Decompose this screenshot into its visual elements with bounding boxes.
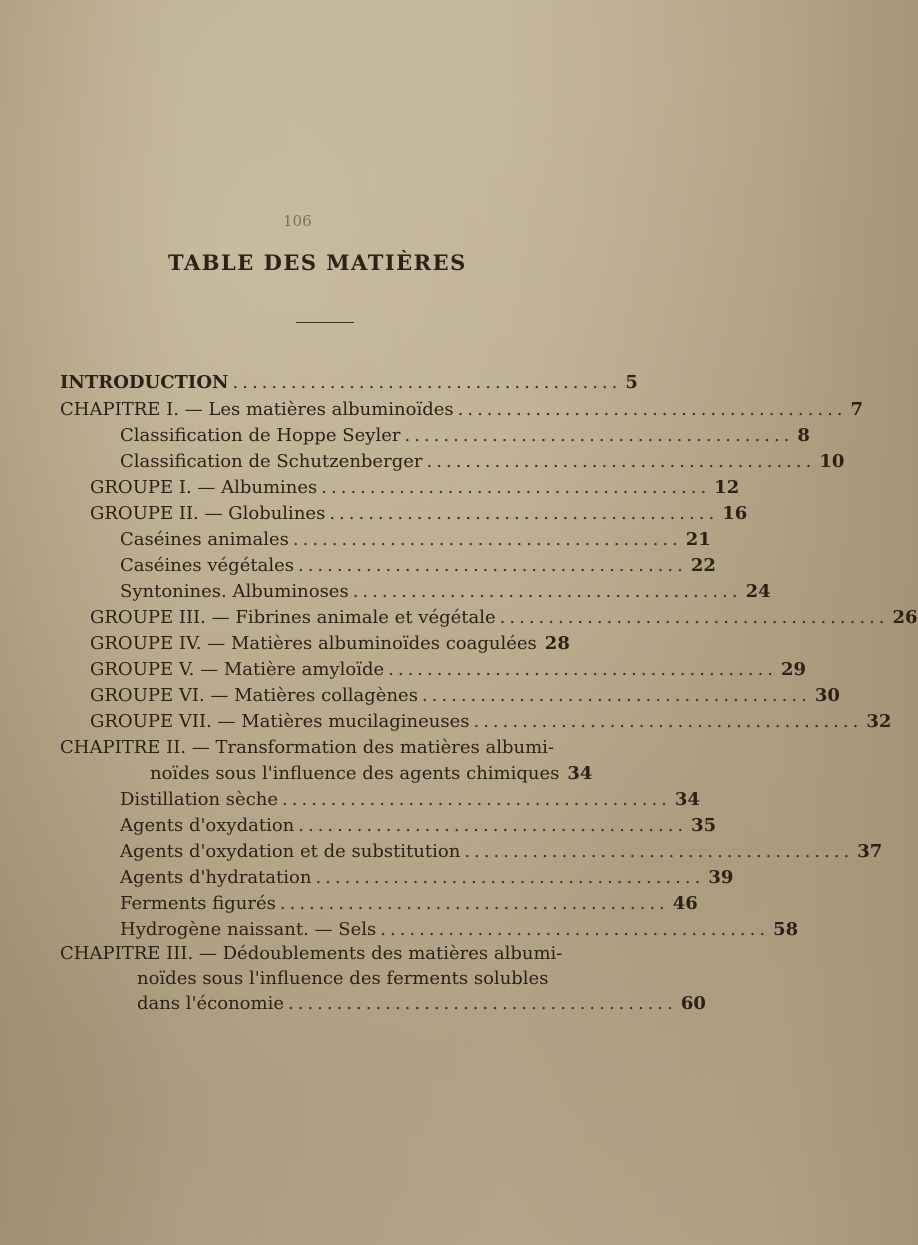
toc-leader: ........................................ [473, 711, 863, 732]
toc-label: GROUPE VI. — Matières collagènes [90, 685, 418, 706]
toc-entry-groupe-1 [90, 477, 740, 498]
toc-page: 26 [892, 607, 918, 628]
toc-leader: ........................................ [464, 841, 854, 862]
toc-page: 16 [722, 503, 748, 524]
toc-label: Ferments figurés [120, 893, 276, 914]
title-rule [296, 322, 354, 323]
toc-page: 34 [674, 789, 700, 810]
toc-entry [120, 841, 883, 862]
toc-entry-groupe-4 [90, 633, 570, 654]
toc-label: GROUPE I. — Albumines [90, 477, 318, 498]
toc-label: Agents d'oxydation [120, 815, 295, 836]
toc-leader: ........................................ [499, 607, 889, 628]
toc-page: 34 [567, 763, 593, 784]
toc-leader: ........................................ [404, 425, 794, 446]
toc-entry-groupe-7 [90, 711, 892, 732]
toc-entry-chapitre-3-line2: noïdes sous l'influence des ferments solubles [137, 968, 549, 989]
toc-leader: ........................................ [457, 399, 847, 420]
toc-entry [120, 815, 717, 836]
toc-entry-groupe-6 [90, 685, 840, 706]
toc-entry [120, 789, 700, 810]
toc-leader: ........................................ [279, 893, 669, 914]
toc-label: GROUPE IV. — Matières albuminoïdes coagulées [90, 633, 537, 654]
toc-page: 60 [680, 993, 706, 1014]
toc-label: Caséines végétales [120, 555, 294, 576]
page-title: TABLE DES MATIÈRES [168, 250, 467, 275]
toc-leader: ........................................ [298, 815, 688, 836]
toc-page: 35 [691, 815, 717, 836]
toc-leader: ........................................ [388, 659, 778, 680]
toc-entry [120, 529, 711, 550]
toc-label: INTRODUCTION [60, 372, 229, 393]
toc-label: dans l'économie [137, 993, 284, 1014]
toc-entry [120, 451, 845, 472]
toc-leader: ........................................ [292, 529, 682, 550]
toc-page: 24 [745, 581, 771, 602]
toc-label: Syntonines. Albuminoses [120, 581, 349, 602]
toc-leader: ........................................ [315, 867, 705, 888]
toc-page: 21 [685, 529, 711, 550]
toc-entry [120, 425, 810, 446]
toc-page: 29 [781, 659, 807, 680]
toc-label: Hydrogène naissant. — Sels [120, 919, 377, 940]
toc-label: Agents d'hydratation [120, 867, 312, 888]
toc-entry [120, 867, 734, 888]
toc-leader: ........................................ [421, 685, 811, 706]
toc-entry [120, 555, 716, 576]
toc-page: 12 [714, 477, 740, 498]
toc-entry-chapitre-2 [150, 763, 593, 784]
toc-page: 30 [814, 685, 840, 706]
toc-label: Classification de Hoppe Seyler [120, 425, 401, 446]
toc-label: Classification de Schutzenberger [120, 451, 423, 472]
toc-label: Distillation sèche [120, 789, 279, 810]
toc-entry [120, 581, 771, 602]
toc-leader: ........................................ [232, 372, 622, 393]
toc-entry-introduction [60, 372, 638, 393]
toc-entry-groupe-5 [90, 659, 807, 680]
toc-page: 37 [857, 841, 883, 862]
toc-label: CHAPITRE I. — Les matières albuminoïdes [60, 399, 454, 420]
toc-entry-groupe-3 [90, 607, 918, 628]
toc-page: 8 [797, 425, 810, 446]
toc-label: noïdes sous l'influence des agents chimiques [150, 763, 560, 784]
toc-page: 10 [819, 451, 845, 472]
toc-leader: ........................................ [380, 919, 770, 940]
toc-page: 22 [690, 555, 716, 576]
toc-leader: ........................................ [288, 993, 677, 1014]
toc-leader: ........................................ [297, 555, 687, 576]
toc-entry [120, 893, 698, 914]
toc-label: GROUPE II. — Globulines [90, 503, 326, 524]
toc-page: 7 [850, 399, 864, 420]
toc-leader: ........................................ [426, 451, 816, 472]
toc-leader: ........................................ [321, 477, 711, 498]
toc-label: GROUPE VII. — Matières mucilagineuses [90, 711, 470, 732]
page-number: 106 [283, 212, 312, 230]
toc-page: 46 [672, 893, 698, 914]
toc-page: 5 [625, 372, 638, 393]
toc-entry [120, 919, 799, 940]
toc-label: GROUPE V. — Matière amyloïde [90, 659, 385, 680]
toc-leader: ........................................ [352, 581, 742, 602]
toc-page: 39 [708, 867, 734, 888]
toc-leader: ........................................ [282, 789, 671, 810]
toc-entry-groupe-2 [90, 503, 748, 524]
toc-leader: ........................................ [329, 503, 719, 524]
toc-page: 32 [866, 711, 892, 732]
toc-entry-chapitre-2-line1: CHAPITRE II. — Transformation des matières albumi- [60, 737, 555, 758]
toc-entry-chapitre-3 [137, 993, 706, 1014]
toc-entry-chapitre-1 [60, 399, 864, 420]
toc-page: 28 [544, 633, 570, 654]
toc-label: Caséines animales [120, 529, 289, 550]
toc-label: Agents d'oxydation et de substitution [120, 841, 461, 862]
toc-entry-chapitre-3-line1: CHAPITRE III. — Dédoublements des matières albumi- [60, 943, 563, 964]
toc-label: GROUPE III. — Fibrines animale et végétale [90, 607, 496, 628]
toc-page: 58 [773, 919, 799, 940]
